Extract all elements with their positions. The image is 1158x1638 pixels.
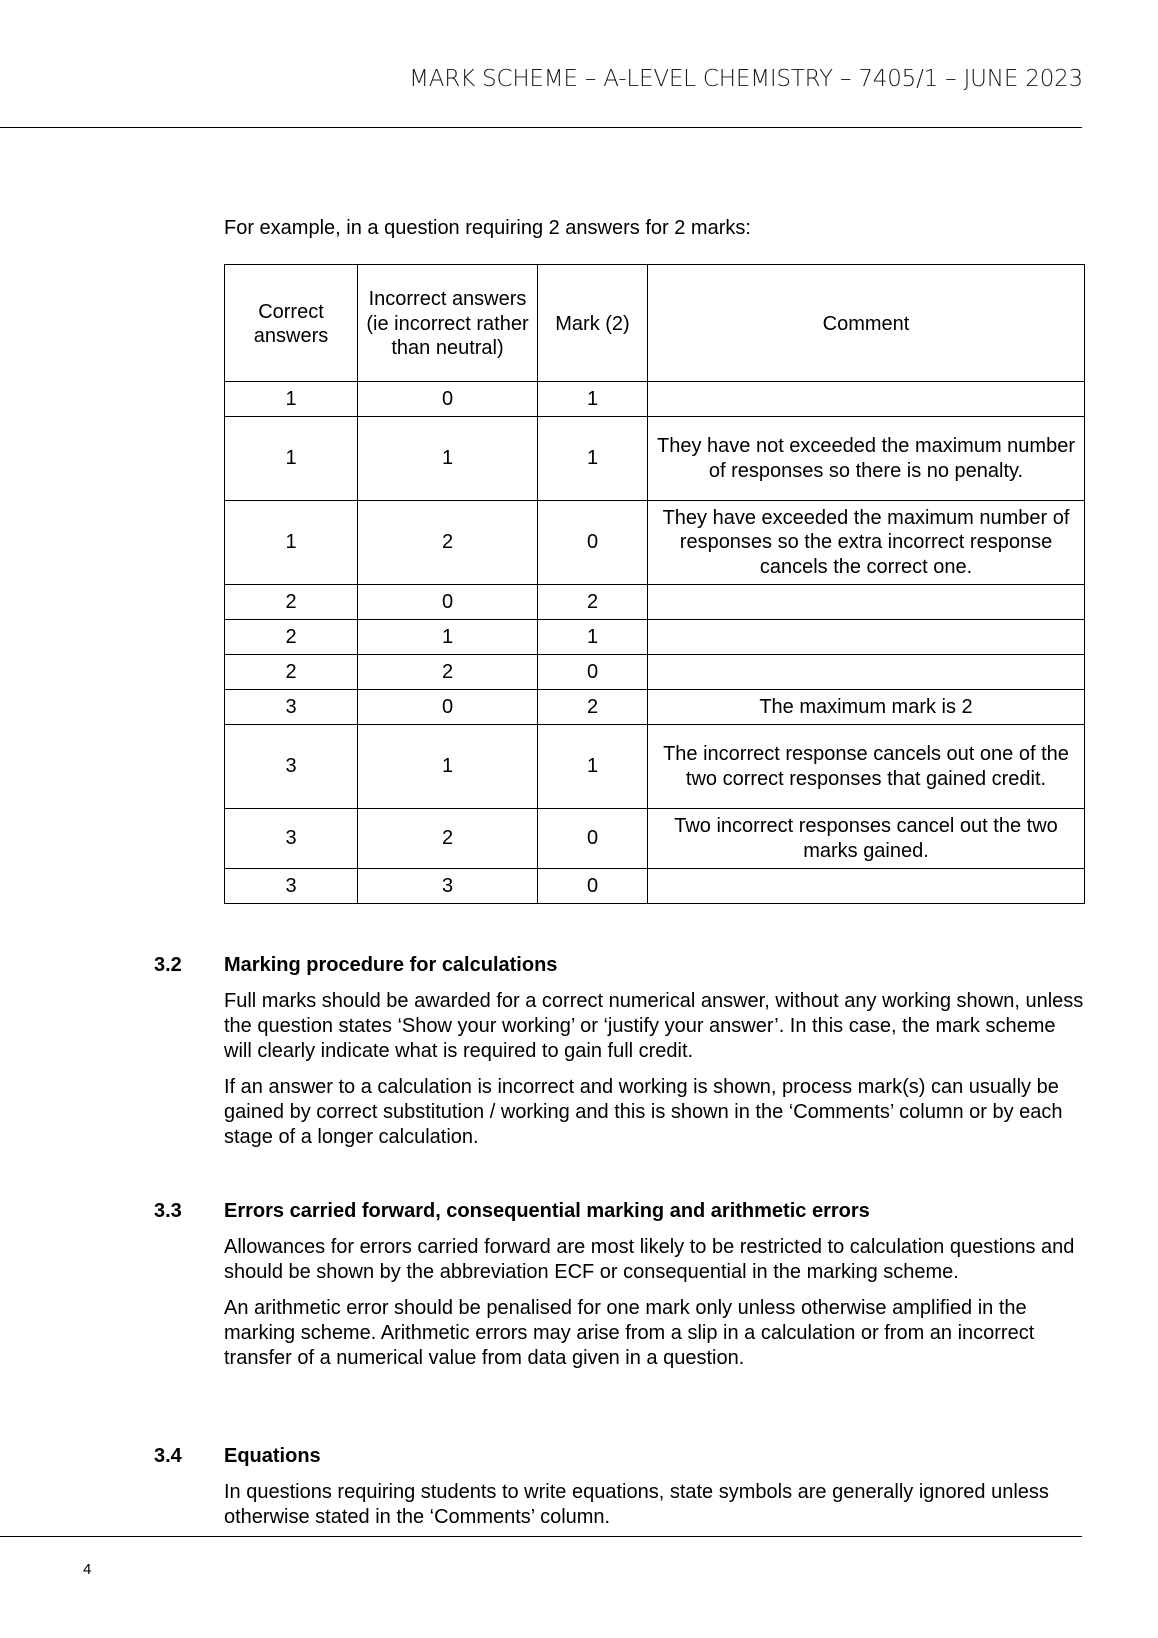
table-row xyxy=(225,809,1085,869)
header-correct-answers: Correct answers xyxy=(225,265,358,382)
cell-incorrect: 2 xyxy=(358,809,538,869)
cell-correct: 3 xyxy=(225,869,358,904)
section-title: Errors carried forward, consequential marking and arithmetic errors xyxy=(224,1200,870,1222)
cell-comment: The incorrect response cancels out one of the two correct responses that gained credit. xyxy=(648,725,1085,809)
section-body xyxy=(224,989,1084,1161)
cell-correct: 3 xyxy=(225,690,358,725)
cell-mark: 1 xyxy=(538,417,648,501)
section-paragraph: In questions requiring students to write equations, state symbols are generally ignored unless otherwise stated in the ‘Comments’ column. xyxy=(224,1481,1049,1528)
header-comment: Comment xyxy=(648,265,1085,382)
cell-comment: They have exceeded the maximum number of responses so the extra incorrect response cancels the correct one. xyxy=(648,501,1085,585)
table-row xyxy=(225,869,1085,904)
table-row xyxy=(225,655,1085,690)
cell-correct: 3 xyxy=(225,725,358,809)
cell-mark: 0 xyxy=(538,869,648,904)
cell-mark: 2 xyxy=(538,585,648,620)
cell-comment xyxy=(648,382,1085,417)
cell-mark: 1 xyxy=(538,620,648,655)
cell-comment xyxy=(648,620,1085,655)
table-row xyxy=(225,725,1085,809)
intro-text: For example, in a question requiring 2 answers for 2 marks: xyxy=(224,217,751,239)
cell-incorrect: 1 xyxy=(358,620,538,655)
section-title: Marking procedure for calculations xyxy=(224,954,558,976)
cell-mark: 1 xyxy=(538,725,648,809)
section-number: 3.4 xyxy=(154,1445,182,1467)
cell-comment: Two incorrect responses cancel out the two marks gained. xyxy=(648,809,1085,869)
cell-correct: 1 xyxy=(225,501,358,585)
header-divider xyxy=(0,127,1082,128)
table-row xyxy=(225,382,1085,417)
cell-mark: 0 xyxy=(538,655,648,690)
table-header-row xyxy=(225,265,1085,382)
cell-comment: They have not exceeded the maximum number of responses so there is no penalty. xyxy=(648,417,1085,501)
cell-comment xyxy=(648,869,1085,904)
page-header-title: MARK SCHEME – A-LEVEL CHEMISTRY – 7405/1 – JUNE 2023 xyxy=(409,66,1083,92)
cell-incorrect: 2 xyxy=(358,501,538,585)
marks-example-table xyxy=(224,264,1085,904)
section-number: 3.2 xyxy=(154,954,182,976)
table-row xyxy=(225,417,1085,501)
cell-comment xyxy=(648,585,1085,620)
header-mark: Mark (2) xyxy=(538,265,648,382)
section-body xyxy=(224,1480,1084,1541)
cell-comment: The maximum mark is 2 xyxy=(648,690,1085,725)
page-number: 4 xyxy=(83,1561,92,1578)
cell-correct: 2 xyxy=(225,620,358,655)
table-row xyxy=(225,585,1085,620)
cell-mark: 0 xyxy=(538,809,648,869)
section-paragraph: Allowances for errors carried forward are most likely to be restricted to calculation questions and should be shown by the abbreviation ECF or consequential in the marking scheme. xyxy=(224,1236,1075,1283)
cell-mark: 2 xyxy=(538,690,648,725)
cell-correct: 2 xyxy=(225,585,358,620)
section-body xyxy=(224,1235,1084,1382)
footer-divider xyxy=(0,1536,1082,1537)
cell-comment xyxy=(648,655,1085,690)
cell-incorrect: 2 xyxy=(358,655,538,690)
cell-mark: 0 xyxy=(538,501,648,585)
header-incorrect-answers: Incorrect answers (ie incorrect rather than neutral) xyxy=(358,265,538,382)
cell-incorrect: 1 xyxy=(358,417,538,501)
section-paragraph: If an answer to a calculation is incorrect and working is shown, process mark(s) can usually be gained by correct substitution / working and this is shown in the ‘Comments’ column or by each stage of a longer calculation. xyxy=(224,1076,1063,1148)
table-row xyxy=(225,501,1085,585)
cell-correct: 1 xyxy=(225,382,358,417)
cell-incorrect: 0 xyxy=(358,382,538,417)
cell-correct: 2 xyxy=(225,655,358,690)
cell-incorrect: 0 xyxy=(358,690,538,725)
table-row xyxy=(225,690,1085,725)
section-number: 3.3 xyxy=(154,1200,182,1222)
cell-incorrect: 0 xyxy=(358,585,538,620)
section-paragraph: Full marks should be awarded for a correct numerical answer, without any working shown, unless the question states ‘Show your working’ or ‘justify your answer’. In this case, the mark scheme will clearly indicate what is required to gain full credit. xyxy=(224,990,1084,1062)
cell-mark: 1 xyxy=(538,382,648,417)
cell-correct: 1 xyxy=(225,417,358,501)
section-title: Equations xyxy=(224,1445,321,1467)
cell-incorrect: 3 xyxy=(358,869,538,904)
cell-incorrect: 1 xyxy=(358,725,538,809)
section-paragraph: An arithmetic error should be penalised for one mark only unless otherwise amplified in the marking scheme. Arithmetic errors may arise from a slip in a calculation or from an incorrect transfer of a numerical value from data given in a question. xyxy=(224,1297,1035,1369)
table-row xyxy=(225,620,1085,655)
cell-correct: 3 xyxy=(225,809,358,869)
